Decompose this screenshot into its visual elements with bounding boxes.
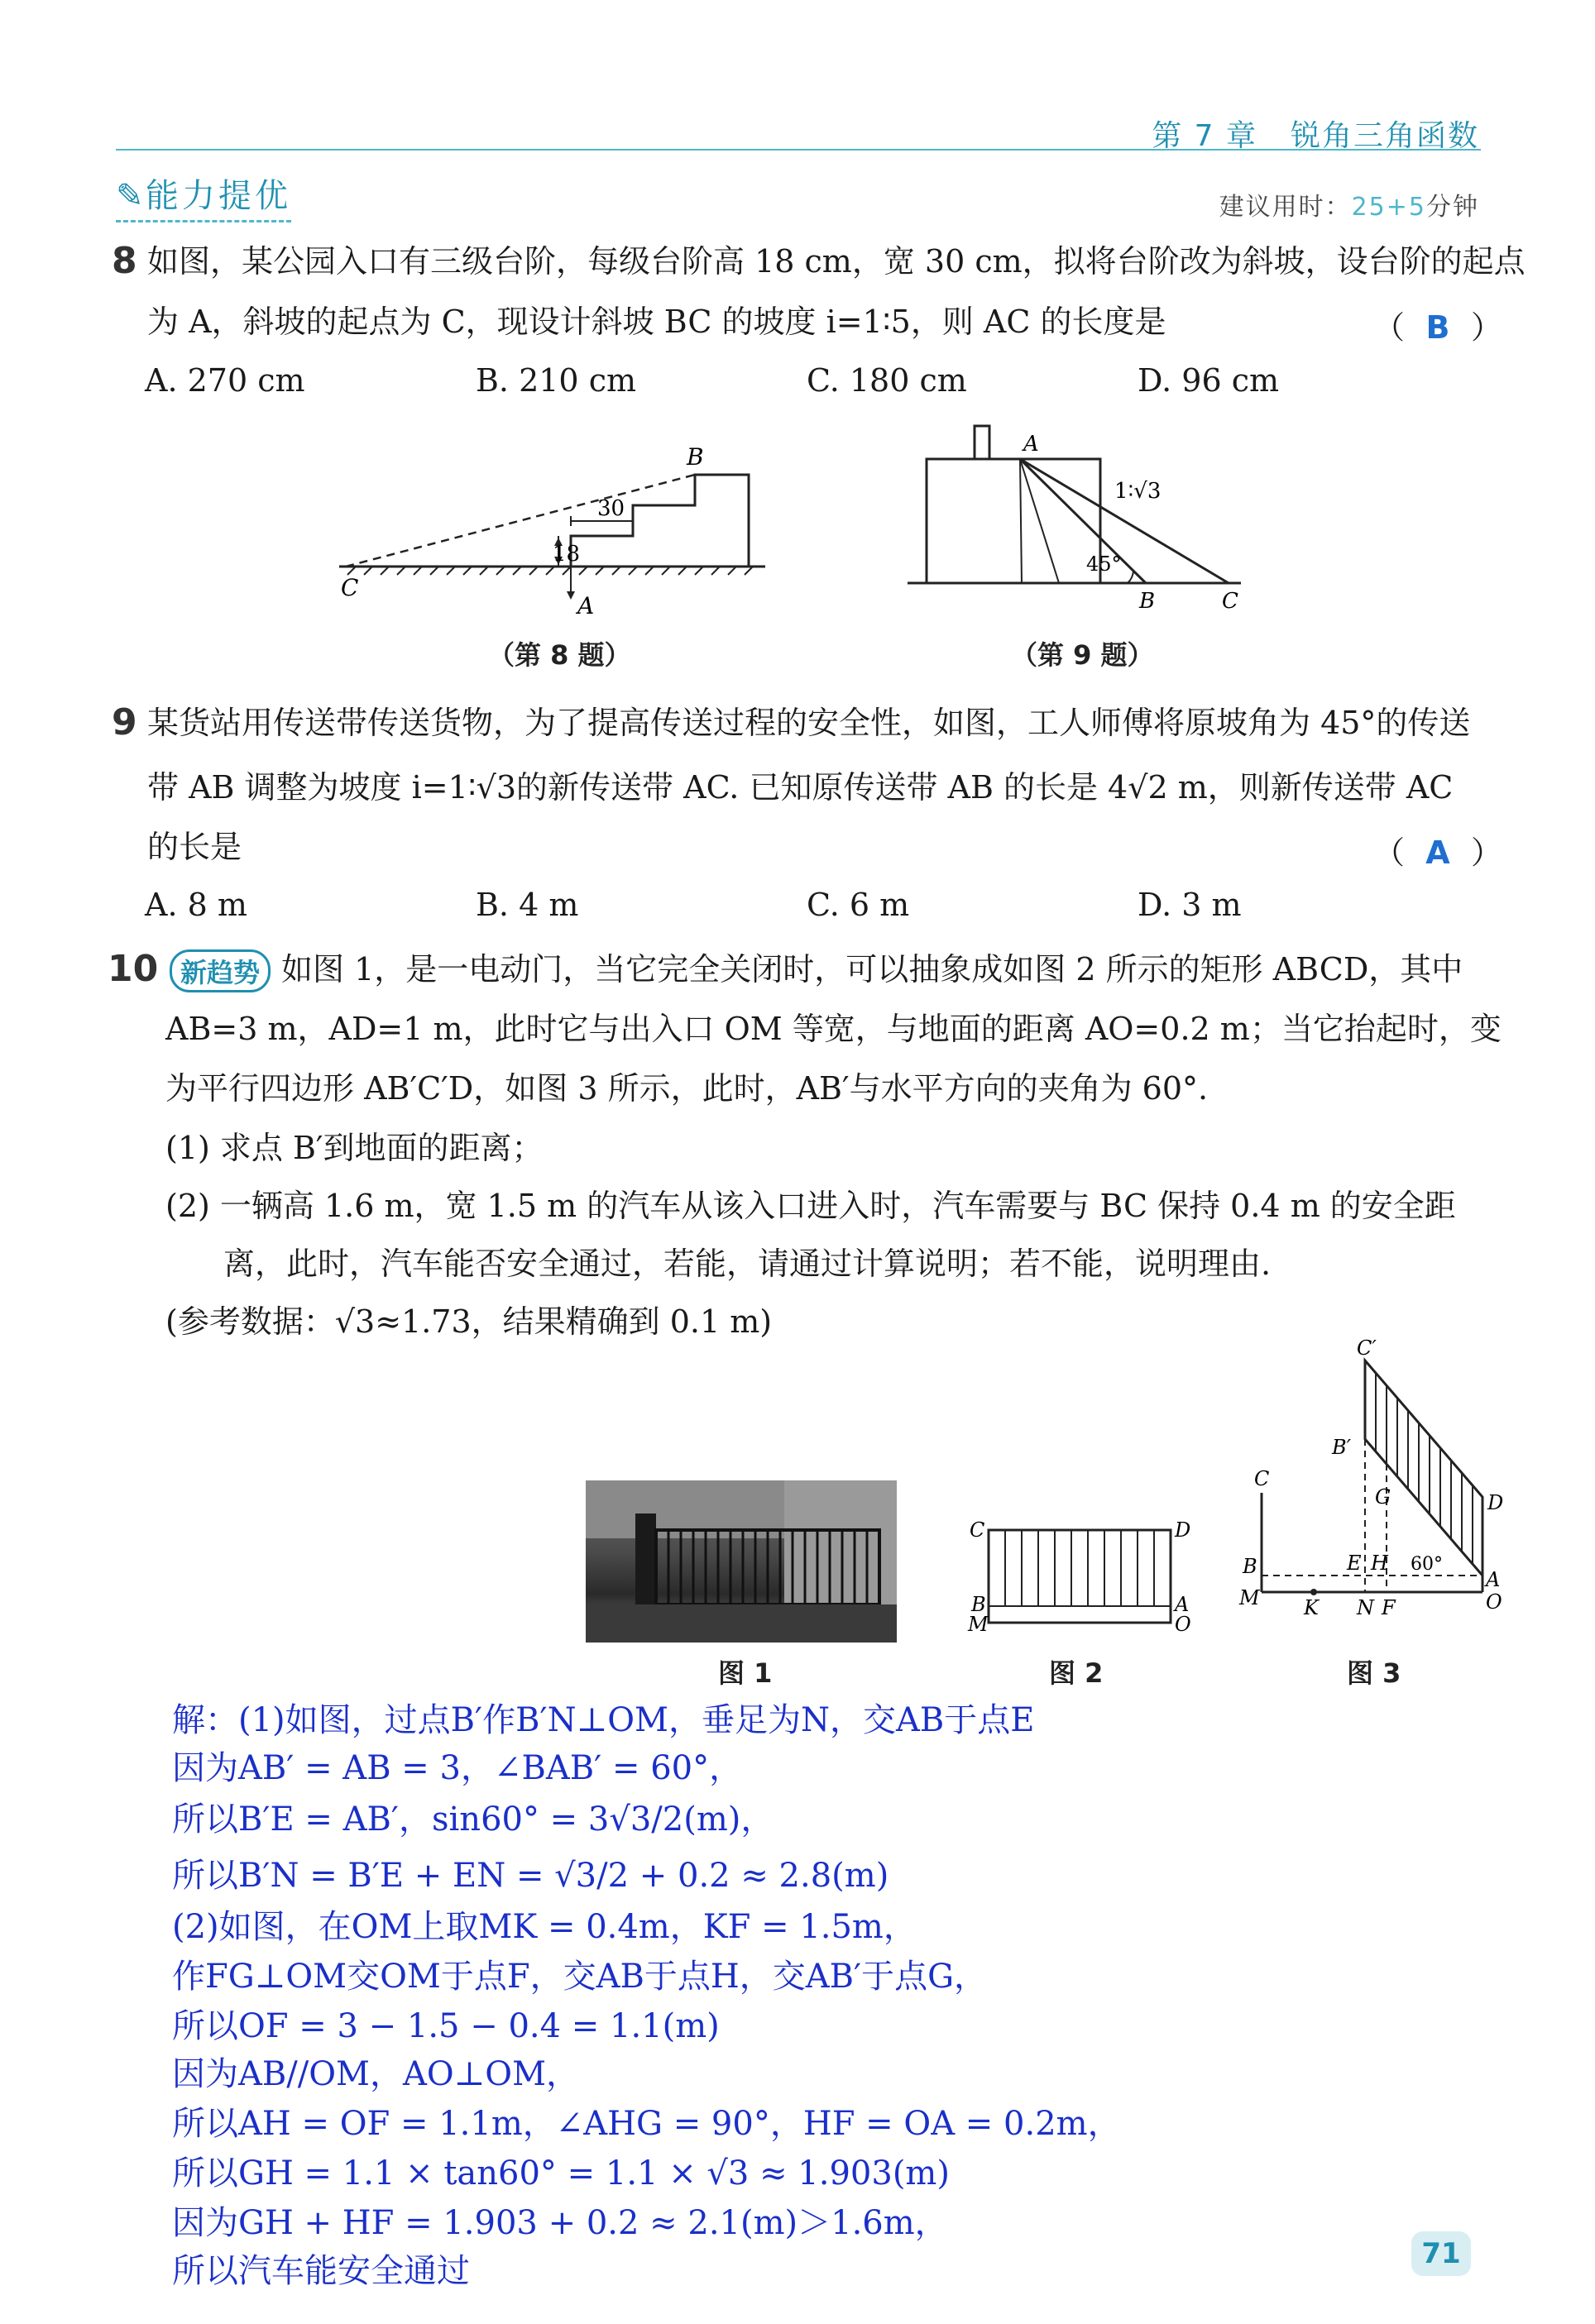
time-unit: 分钟 — [1426, 193, 1479, 222]
fig3-label-h: H — [1371, 1552, 1388, 1575]
question-9-line3: 的长是 — [147, 829, 242, 865]
figure-3-parallelogram — [1224, 1323, 1506, 1654]
fig9-label-b: B — [1139, 589, 1156, 614]
section-label: 能力提优 — [146, 177, 291, 215]
suggested-time — [1219, 186, 1479, 222]
section-title — [116, 170, 291, 222]
fig3-label-b: B — [1243, 1555, 1257, 1578]
fig3-label-e: E — [1347, 1552, 1362, 1575]
q8-option-d: D. 96 cm — [1138, 362, 1280, 399]
fig9-label-slope: 1∶√3 — [1114, 479, 1162, 504]
fig9-label-angle: 45° — [1086, 552, 1122, 576]
question-10-sub1: (1) 求点 B′到地面的距离； — [165, 1130, 544, 1166]
fig2-label-d: D — [1175, 1518, 1191, 1542]
fig3-label-c: C — [1254, 1467, 1270, 1490]
fig1-caption: 图 1 — [718, 1657, 773, 1689]
question-10-line3: 为平行四边形 AB′C′D，如图 3 所示，此时，AB′与水平方向的夹角为 60°. — [165, 1070, 1209, 1107]
question-9-line1: 某货站用传送带传送货物，为了提高传送过程的安全性，如图，工人师傅将原坡角为 45°的传送 — [147, 705, 1471, 741]
question-10-line1: 如图 1，是一电动门，当它完全关闭时，可以抽象成如图 2 所示的矩形 ABCD，其中 — [281, 951, 1463, 987]
solution-line-3: 所以B′E = AB′，sin60° = 3√3/2(m)， — [172, 1800, 774, 1839]
page-number: 71 — [1411, 2231, 1471, 2276]
figure-9 — [898, 418, 1253, 620]
fig3-label-d: D — [1487, 1491, 1504, 1514]
solution-line-7: 所以OF = 3 − 1.5 − 0.4 = 1.1(m) — [172, 2007, 720, 2045]
time-value: 25+5 — [1351, 193, 1426, 222]
trend-badge-label: 新趋势 — [170, 949, 271, 992]
solution-line-1: 解：(1)如图，过点B′作B′N⊥OM，垂足为N，交AB于点E — [172, 1701, 1035, 1739]
pencil-icon: ✎ — [116, 177, 147, 215]
question-10-number: 10 — [108, 948, 159, 990]
question-10-line2: AB=3 m，AD=1 m，此时它与出入口 OM 等宽，与地面的距离 AO=0.2 m；当它抬起时，变 — [165, 1011, 1502, 1047]
solution-line-5: (2)如图，在OM上取MK = 0.4m，KF = 1.5m， — [172, 1908, 917, 1946]
fig3-caption: 图 3 — [1347, 1657, 1401, 1689]
fig8-label-c: C — [341, 574, 359, 601]
question-10-sub2b: 离，此时，汽车能否安全通过，若能，请通过计算说明；若不能，说明理由. — [223, 1246, 1272, 1282]
question-10-sub2a: (2) 一辆高 1.6 m，宽 1.5 m 的汽车从该入口进入时，汽车需要与 BC 保持 0.4 m 的安全距 — [165, 1188, 1456, 1224]
fig2-label-c: C — [970, 1518, 985, 1542]
fig9-label-c: C — [1222, 589, 1238, 614]
figure-8-caption: （第 8 题） — [488, 639, 631, 671]
figure-2-rectangle — [960, 1505, 1200, 1646]
fig3-label-k: K — [1304, 1596, 1319, 1619]
fig8-label-18: 18 — [553, 542, 581, 567]
fig2-label-o: O — [1175, 1613, 1191, 1636]
solution-line-2: 因为AB′ = AB = 3，∠BAB′ = 60°， — [172, 1749, 743, 1787]
solution-line-4: 所以B′N = B′E + EN = √3/2 + 0.2 ≈ 2.8(m) — [172, 1857, 889, 1895]
question-10-reference: (参考数据：√3≈1.73，结果精确到 0.1 m) — [165, 1303, 773, 1340]
solution-line-8: 因为AB//OM，AO⊥OM， — [172, 2055, 580, 2093]
fig3-label-angle: 60° — [1411, 1554, 1443, 1575]
fig3-label-f: F — [1382, 1596, 1396, 1619]
figure-8 — [331, 430, 778, 629]
question-8-line2: 为 A，斜坡的起点为 C，现设计斜坡 BC 的坡度 i=1∶5，则 AC 的长度是 — [147, 304, 1166, 340]
fig3-label-g: G — [1375, 1485, 1391, 1509]
fig2-label-a: A — [1175, 1593, 1190, 1616]
trend-badge — [170, 949, 271, 992]
fig3-label-n: N — [1357, 1596, 1374, 1619]
q9-option-b: B. 4 m — [476, 887, 579, 923]
chapter-number: 第 7 章 — [1152, 119, 1257, 153]
fig2-label-b: B — [971, 1593, 986, 1616]
header-rule — [116, 149, 1481, 151]
question-8-line1: 如图，某公园入口有三级台阶，每级台阶高 18 cm，宽 30 cm，拟将台阶改为斜坡，设台阶的起点 — [147, 243, 1526, 280]
q9-option-d: D. 3 m — [1138, 887, 1242, 923]
fig3-label-a: A — [1486, 1568, 1501, 1591]
q9-option-a: A. 8 m — [145, 887, 247, 923]
fig3-label-b-prime: B′ — [1332, 1436, 1352, 1459]
gate-photo — [586, 1480, 897, 1643]
question-9-line2: 带 AB 调整为坡度 i=1∶√3的新传送带 AC. 已知原传送带 AB 的长是 4√2 m，则新传送带 AC — [147, 769, 1454, 806]
question-8-number: 8 — [112, 240, 137, 282]
fig3-label-m: M — [1239, 1586, 1260, 1609]
question-8-answer: （ B ） — [1373, 309, 1503, 346]
q8-option-c: C. 180 cm — [807, 362, 967, 399]
solution-line-10: 所以GH = 1.1 × tan60° = 1.1 × √3 ≈ 1.903(m) — [172, 2154, 950, 2192]
fig8-label-30: 30 — [597, 496, 625, 521]
figure-9-caption: （第 9 题） — [1011, 639, 1154, 671]
chapter-title: 锐角三角函数 — [1290, 119, 1479, 153]
answer-letter: B — [1425, 309, 1450, 346]
time-label: 建议用时： — [1219, 193, 1352, 222]
fig2-caption: 图 2 — [1049, 1657, 1104, 1689]
fig9-label-a: A — [1023, 432, 1039, 457]
solution-line-9: 所以AH = OF = 1.1m，∠AHG = 90°，HF = OA = 0.2m， — [172, 2105, 1121, 2143]
solution-line-6: 作FG⊥OM交OM于点F，交AB于点H，交AB′于点G， — [172, 1958, 988, 1996]
fig3-label-o: O — [1486, 1590, 1502, 1614]
question-9-number: 9 — [112, 701, 137, 744]
question-9-answer: （ A ） — [1373, 834, 1503, 871]
solution-line-11: 因为GH + HF = 1.903 + 0.2 ≈ 2.1(m)＞1.6m， — [172, 2204, 948, 2242]
q8-option-b: B. 210 cm — [476, 362, 637, 399]
fig8-label-b: B — [687, 443, 704, 471]
fig8-label-a: A — [577, 592, 595, 619]
answer-letter: A — [1425, 834, 1450, 871]
q8-option-a: A. 270 cm — [145, 362, 305, 399]
q9-option-c: C. 6 m — [807, 887, 910, 923]
fig3-label-c-prime: C′ — [1357, 1337, 1377, 1360]
fig2-label-m: M — [968, 1613, 989, 1636]
solution-line-12: 所以汽车能安全通过 — [172, 2252, 470, 2290]
